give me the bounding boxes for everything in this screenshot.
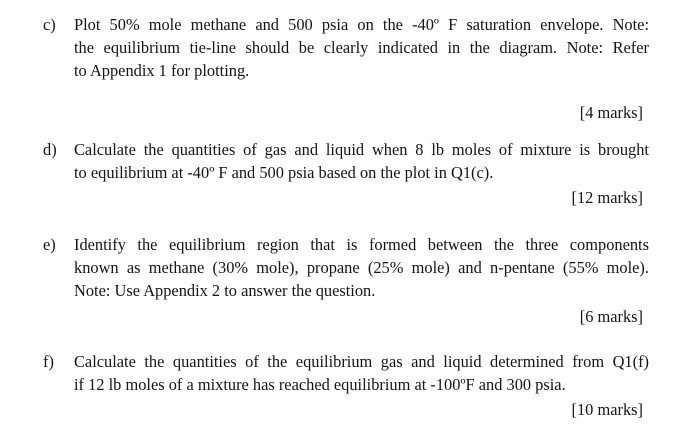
question-line: Calculate the quantities of gas and liquid when 8 lb moles of mixture is brought: [74, 140, 649, 159]
question-text: [74, 350, 649, 396]
question-line: to equilibrium at -40º F and 500 psia based on the plot in Q1(c).: [74, 163, 494, 182]
marks-label: [10 marks]: [571, 400, 643, 419]
question-line: Identify the equilibrium region that is formed between the three components: [74, 235, 649, 254]
question-line: to Appendix 1 for plotting.: [74, 61, 250, 80]
question-letter: c): [43, 15, 56, 34]
question-letter: d): [43, 140, 57, 159]
question-line: known as methane (30% mole), propane (25% mole) and n-pentane (55% mole).: [74, 258, 649, 277]
question-line: Calculate the quantities of the equilibrium gas and liquid determined from Q1(f): [74, 352, 649, 371]
question-text: [74, 13, 649, 82]
marks-label: [12 marks]: [571, 188, 643, 207]
question-line: if 12 lb moles of a mixture has reached equilibrium at -100ºF and 300 psia.: [74, 375, 566, 394]
question-text: [74, 138, 649, 184]
question-letter: e): [43, 235, 56, 254]
question-line: the equilibrium tie-line should be clearly indicated in the diagram. Note: Refer: [74, 38, 649, 57]
marks-label: [6 marks]: [579, 307, 643, 326]
question-text: [74, 233, 649, 302]
marks-label: [4 marks]: [579, 103, 643, 122]
question-line: Note: Use Appendix 2 to answer the question.: [74, 281, 376, 300]
question-line: Plot 50% mole methane and 500 psia on the -40º F saturation envelope. Note:: [74, 15, 649, 34]
question-letter: f): [43, 352, 54, 371]
